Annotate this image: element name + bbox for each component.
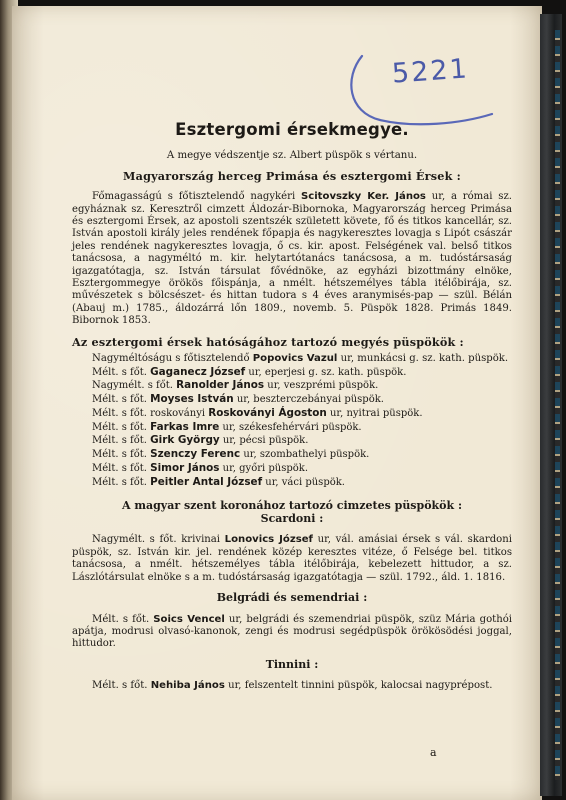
bishop-name: Simor János: [150, 462, 220, 475]
scardoni-paragraph: Nagymélt. s főt. krivinai Lonovics József ur, vál. amásiai érsek s vál. skardoni püspök, sz. István kir. jel. rendének közép keresztes vitéze, ő Felsége bel. titkos tanácsosa, a nmélt. hétszemélyes tábla itélőbirája, kebelezett hittudor, a sz. Lászlótársulat elnöke s a m. tudóstársaság igazgatótagja — szül. 1792., áld. 1. 1816.: [72, 534, 512, 583]
list-item: Mélt. s főt. roskoványi Roskoványi Ágoston ur, nyitrai püspök.: [92, 406, 423, 419]
list-item: Mélt. s főt. Farkas Imre ur, székesfehérvári püspök.: [92, 420, 362, 433]
bishop-prefix: Nagyméltóságu s főtisztelendő: [92, 353, 253, 365]
bishops-list: [72, 366, 512, 490]
bishops-heading: Az esztergomi érsek hatóságához tartozó megyés püspökök :: [72, 334, 464, 349]
list-item: Mélt. s főt. Moyses István ur, beszterczebányai püspök.: [92, 393, 384, 406]
bishop-name: Soics Vencel: [153, 613, 225, 625]
page-title: Esztergomi érsekmegye.: [175, 120, 409, 139]
bishop-name: Peitler Antal József: [150, 475, 263, 488]
bishop-see: ur, munkácsi g. sz. kath. püspök.: [337, 353, 509, 365]
tinnini-paragraph: Mélt. s főt. Nehiba János ur, felszentelt tinnini püspök, kalocsai nagyprépost.: [92, 680, 493, 692]
bishop-name: Girk György: [150, 434, 220, 447]
belgradi-heading: Belgrádi és semendriai :: [216, 591, 368, 605]
titular-heading: A magyar szent koronához tartozó cimzetes püspökök :: [121, 498, 463, 512]
page-subtitle: A megye védszentje sz. Albert püspök s vértanu.: [166, 150, 418, 162]
primate-heading: Magyarország herceg Primása és esztergomi Érsek :: [123, 168, 461, 183]
bishop-name: Lonovics József: [224, 534, 313, 546]
page-content: [72, 120, 513, 701]
scardoni-heading: Scardoni :: [260, 512, 324, 526]
bishop-name: Nehiba János: [150, 680, 225, 692]
catalog-number: 5221: [391, 53, 470, 90]
signature-mark: a: [430, 746, 437, 759]
bishop-name: Roskoványi Ágoston: [208, 406, 327, 419]
primate-prefix: Főmagasságú s főtisztelendő nagykéri: [92, 191, 301, 203]
binding-stitching: [555, 30, 560, 780]
list-item: Mélt. s főt. Gaganecz József ur, eperjesi g. sz. kath. püspök.: [92, 365, 407, 378]
tinnini-heading: Tinnini :: [265, 657, 319, 671]
bishop-name: Moyses István: [150, 393, 234, 406]
bishops-first-entry: [72, 353, 512, 365]
list-item: Mélt. s főt. Peitler Antal József ur, váci püspök.: [92, 475, 345, 488]
belgradi-paragraph: Mélt. s főt. Soics Vencel ur, belgrádi és szemendriai püspök, szüz Mária gothói apátja, modrusi olvasó-kanonok, zengi és modrusi segédpüspök örökösödési joggal, hittudor.: [72, 613, 513, 650]
primate-name: Scitovszky Ker. János: [300, 191, 426, 203]
bishop-name: Gaganecz József: [150, 365, 246, 378]
list-item: Mélt. s főt. Simor János ur, győri püspök.: [92, 462, 309, 475]
list-item: Mélt. s főt. Girk György ur, pécsi püspök.: [92, 434, 309, 447]
bishop-name: Szenczy Ferenc: [150, 448, 241, 461]
bishop-name: Ranolder János: [176, 379, 265, 392]
bishop-name: Popovics Vazul: [252, 353, 338, 365]
list-item: Nagymélt. s főt. Ranolder János ur, veszprémi püspök.: [92, 379, 379, 392]
page-sheet: [12, 6, 542, 800]
list-item: Mélt. s főt. Szenczy Ferenc ur, szombathelyi püspök.: [92, 448, 370, 461]
bishop-name: Farkas Imre: [150, 420, 220, 433]
primate-description: ur, a római sz. egyháznak sz. Keresztről cimzett Áldozár-Bibornoka, Magyarország herceg Primása és esztergomi Érsek, az apostoli szentszék született követe, fő és titkos kancellár, sz. István apostoli király jeles rendének főpapja és nagykeresztes lovagja s Lipót császár jeles rendének nagykeresztes lovagja, ő cs. kir. apost. Felségének val. belső titkos tanácsosa, a nagyméltó m. kir. helytartótanács tanácsosa, a m. tudóstársaság igazgatótagja, sz. István társulat fővédnöke, az egyházi bizottmány elnöke, Esztergommegye örökös főispánja, a nmélt. hétszemélyes tábla itélőbirája, sz. művészetek s bölcsészet- és hittan tudora s 4 éves aranymisés-pap — szül. Bélán (Abauj m.) 1785., áldozárrá lőn 1809., novemb. 5. Püspök 1828. Primás 1849. Bibornok 1853.: [72, 191, 512, 327]
primate-paragraph: [72, 191, 512, 327]
